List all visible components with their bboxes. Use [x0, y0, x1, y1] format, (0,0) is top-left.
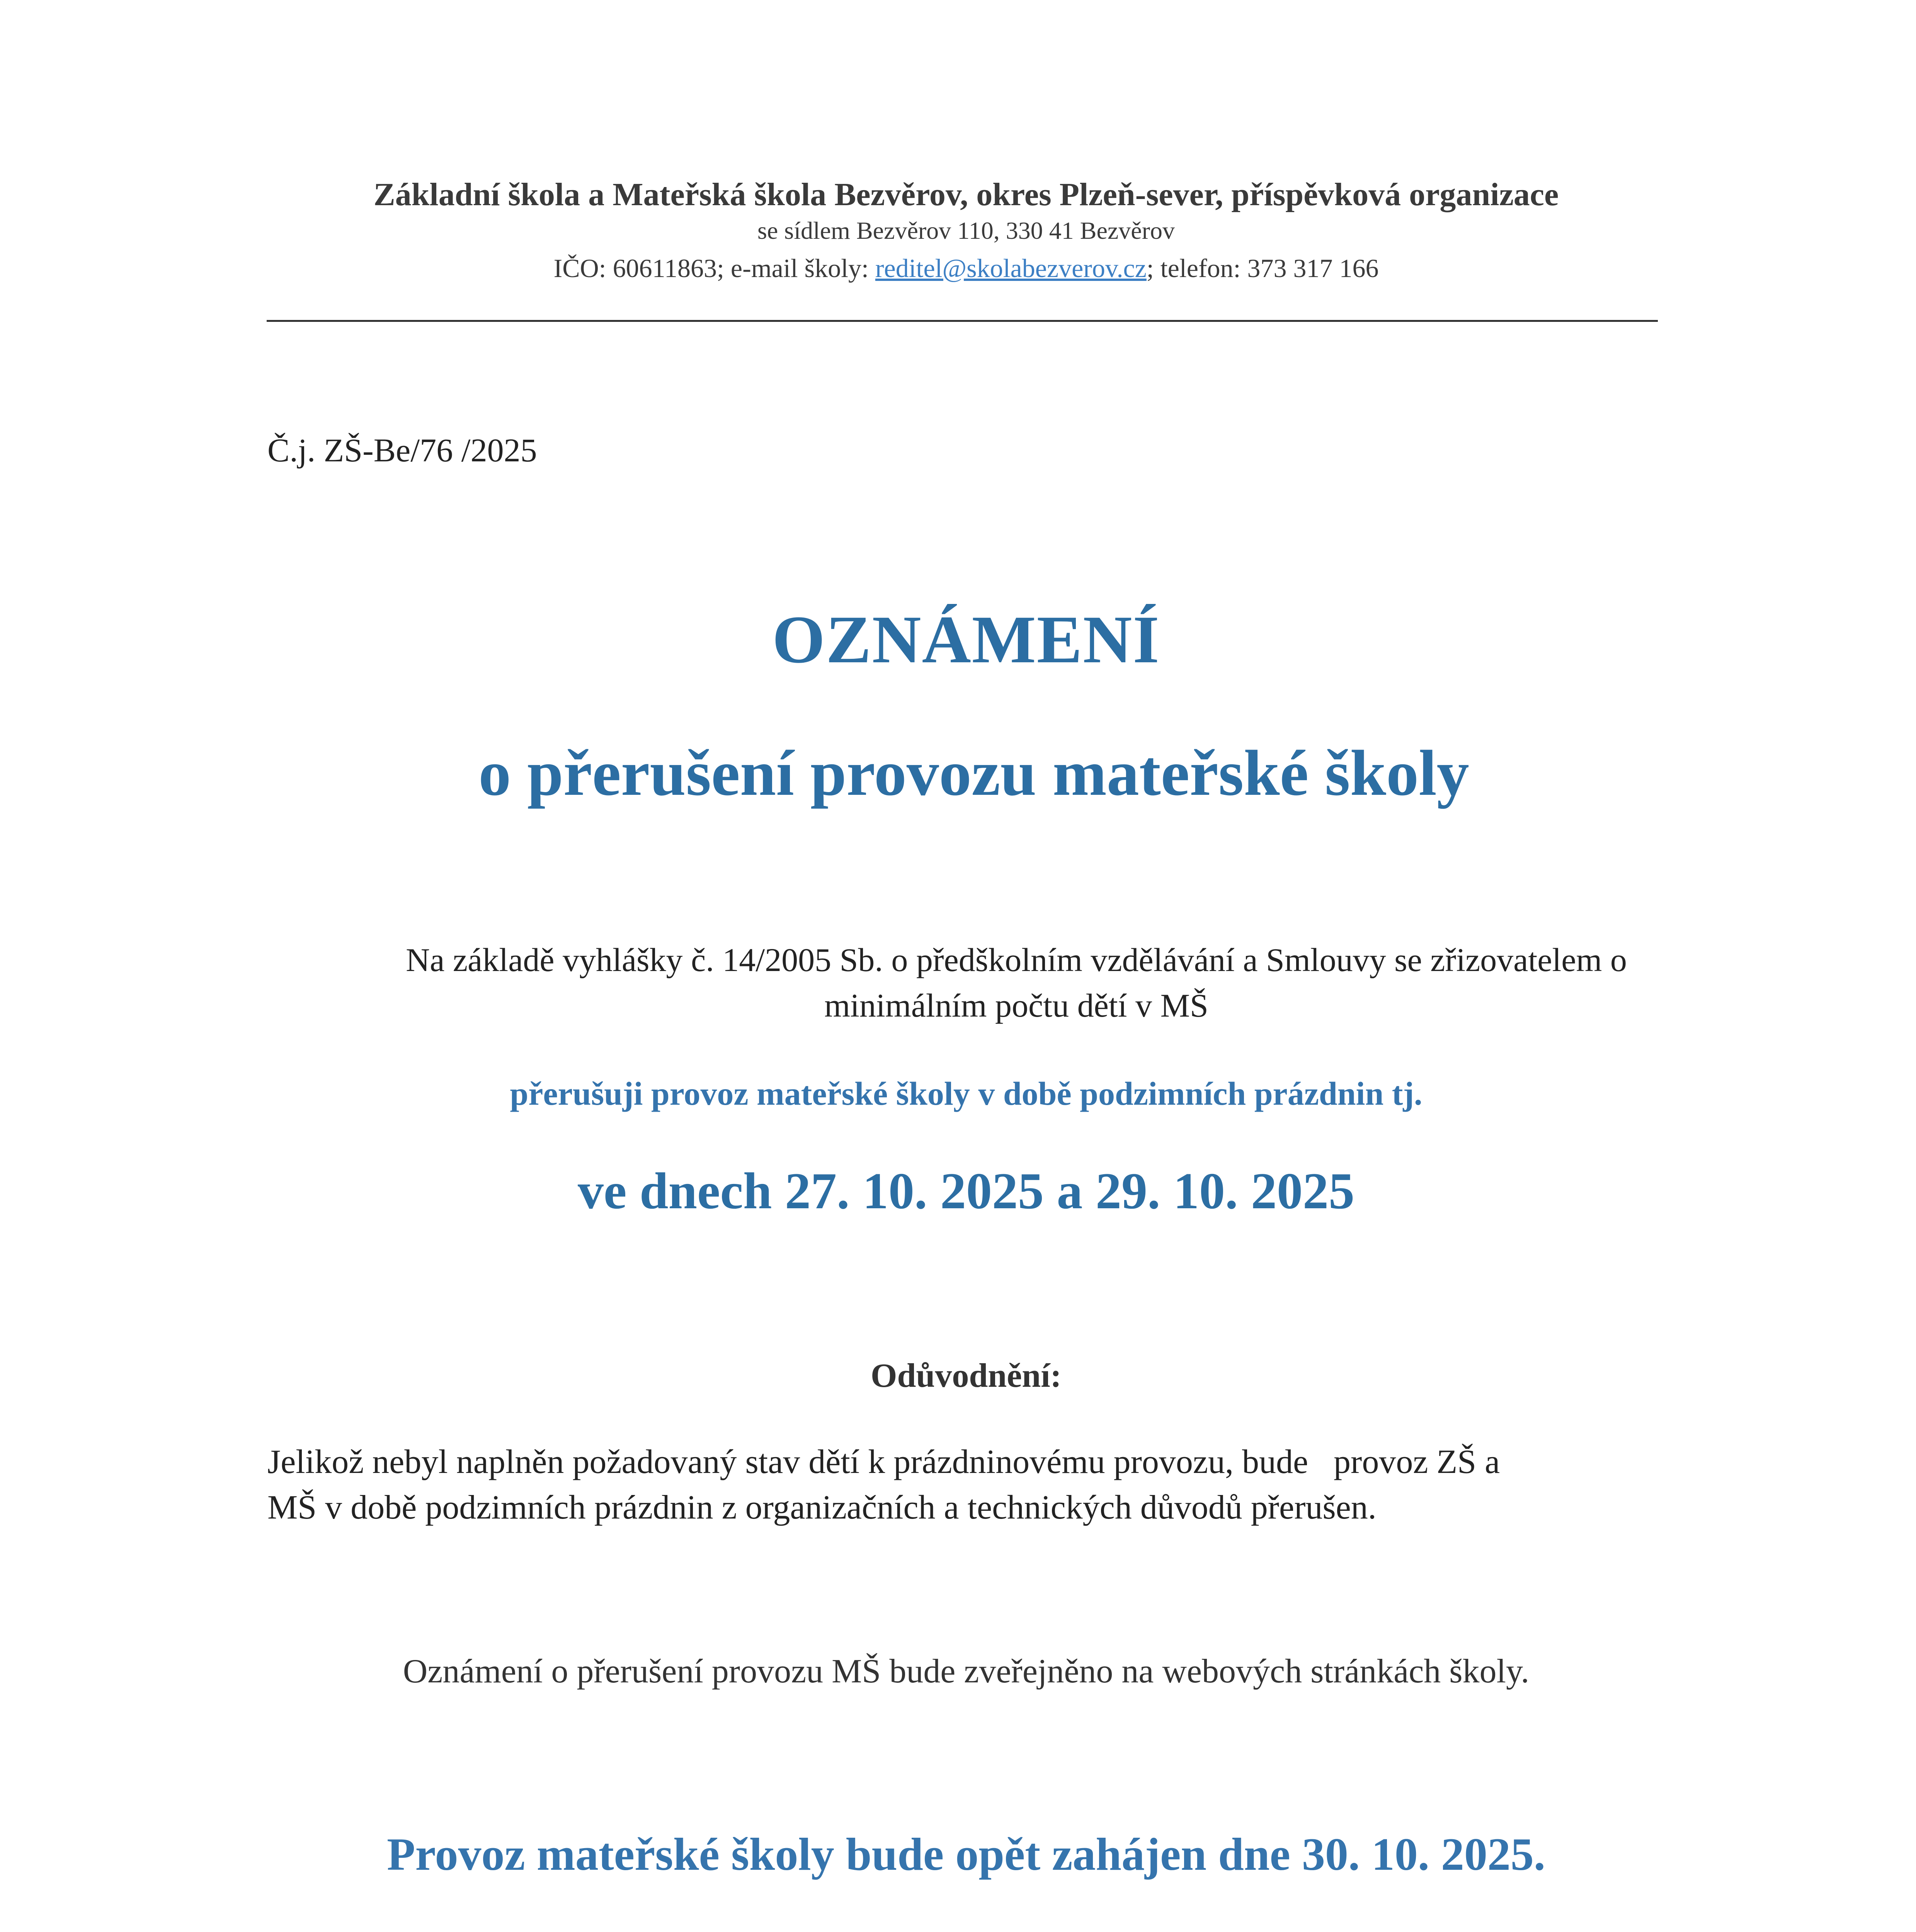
justification-line-2: MŠ v době podzimních prázdnin z organizačních a technických důvodů přerušen.	[267, 1489, 1377, 1526]
header-divider	[267, 320, 1658, 322]
legal-basis-line-2: minimálním počtu dětí v MŠ	[824, 987, 1208, 1024]
contact-suffix: ; telefon: 373 317 166	[1146, 253, 1379, 283]
justification-line-1: Jelikož nebyl naplněn požadovaný stav dětí k prázdninovému provozu, bude provoz ZŠ a	[267, 1443, 1500, 1481]
school-seat: se sídlem Bezvěrov 110, 330 41 Bezvěrov	[757, 217, 1175, 244]
email-link[interactable]: reditel@skolabezverov.cz	[875, 253, 1147, 283]
school-name: Základní škola a Mateřská škola Bezvěrov, okres Plzeň-sever, příspěvková organizace	[373, 177, 1559, 213]
publication-note: Oznámení o přerušení provozu MŠ bude zveřejněno na webových stránkách školy.	[403, 1653, 1530, 1690]
page-title: OZNÁMENÍ	[772, 602, 1160, 677]
legal-basis	[247, 937, 1785, 1028]
contact-prefix: IČO: 60611863; e-mail školy:	[553, 253, 875, 283]
page-subtitle: o přerušení provozu mateřské školy	[478, 737, 1469, 809]
justification-heading: Odůvodnění:	[871, 1357, 1062, 1395]
school-contact	[0, 253, 1916, 284]
resume-note: Provoz mateřské školy bude opět zahájen dne 30. 10. 2025.	[387, 1828, 1545, 1880]
legal-basis-line-1: Na základě vyhlášky č. 14/2005 Sb. o předškolním vzdělávání a Smlouvy se zřizovatelem o	[406, 941, 1627, 978]
reference-number: Č.j. ZŠ-Be/76 /2025	[267, 432, 537, 469]
interruption-dates: ve dnech 27. 10. 2025 a 29. 10. 2025	[578, 1162, 1354, 1219]
justification-text	[267, 1439, 1659, 1531]
interruption-statement: přerušuji provoz mateřské školy v době podzimních prázdnin tj.	[510, 1075, 1423, 1112]
